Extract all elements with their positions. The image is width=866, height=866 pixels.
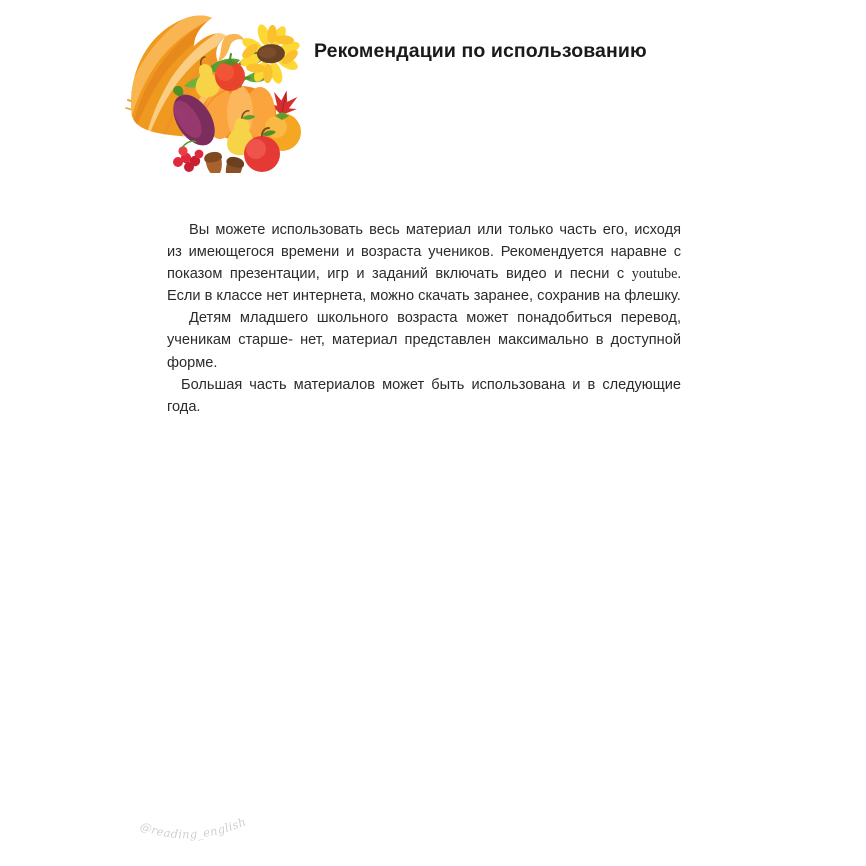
watermark-text [138,814,248,841]
berries-icon [173,141,203,172]
watermark-label: @reading_english [138,814,249,842]
paragraph-1 [167,219,681,307]
paragraph-1-text-before: Вы можете использовать весь материал или только часть его, исходя из имеющегося времени и возраста учеников. Рекомендуется наравне с показом презентации, игр и заданий включать видео и песни с [167,222,681,283]
watermark [133,812,283,856]
paragraph-1-text-after: Если в классе нет интернета, можно скачать заранее, сохранив на флешку. [167,288,681,305]
paragraph-3: Большая часть материалов может быть использована и в следующие года. [167,376,681,415]
acorn-icon [203,151,225,173]
document-body [167,219,681,418]
cornucopia-illustration [122,8,327,173]
youtube-mention: youtube. [631,266,681,283]
paragraph-2: Детям младшего школьного возраста может понадобиться перевод, ученикам старше- нет, материал представлен максимально в доступной форме. [167,310,681,371]
document-header [0,0,866,185]
page-title: Рекомендации по использованию [314,40,647,62]
acorn-icon [222,155,246,173]
